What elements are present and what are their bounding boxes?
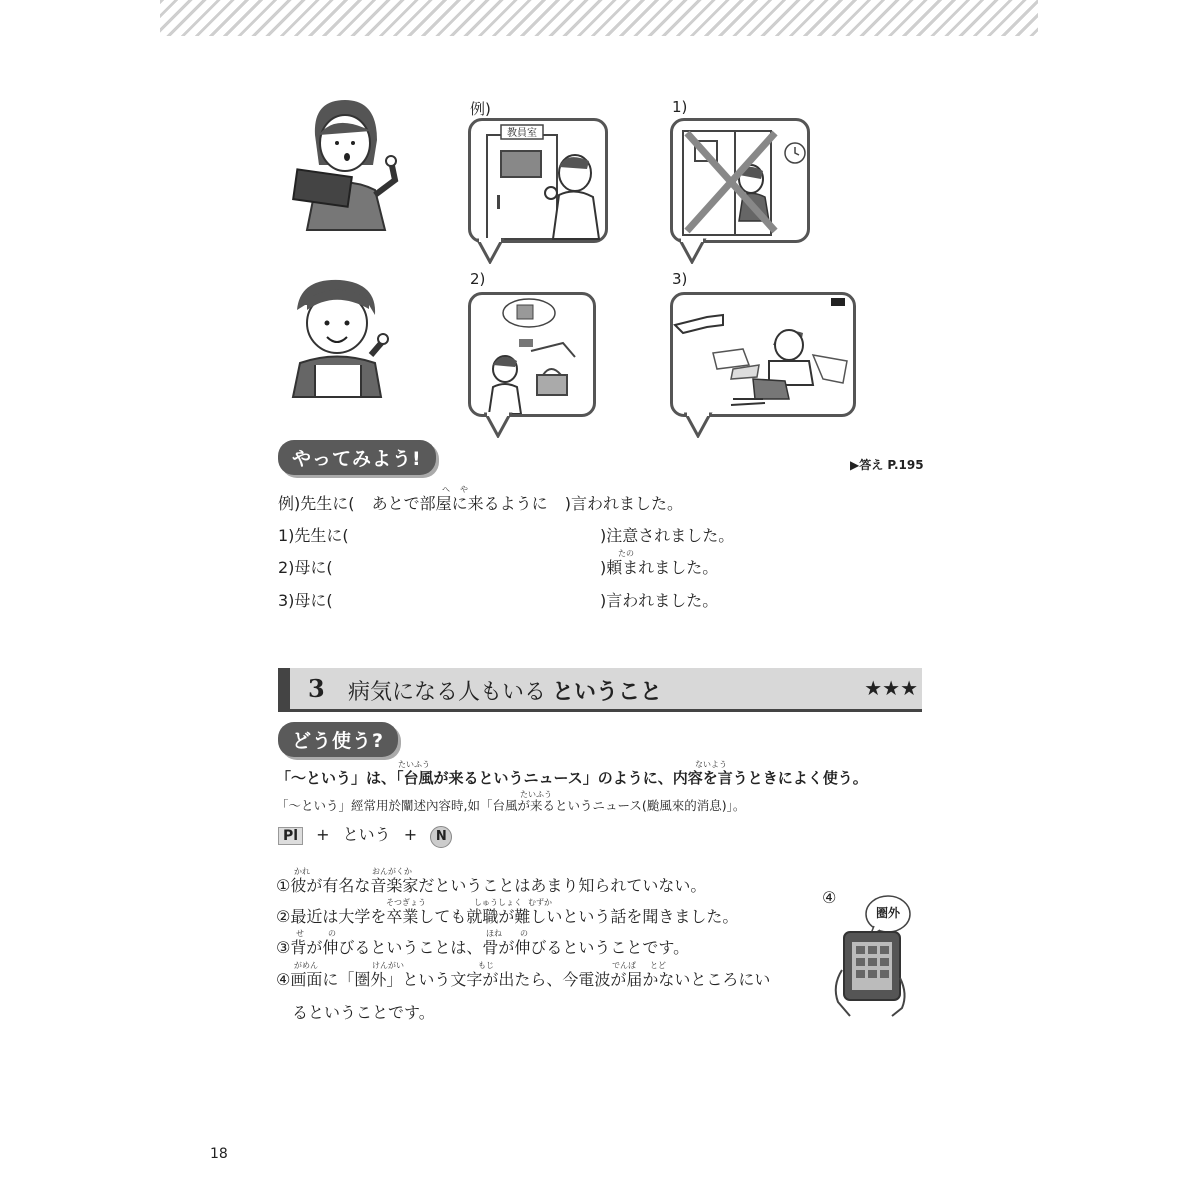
description-japanese: 「〜という」は、「台風が来るというニュース」のように、内容を言うときによく使う。 [276,769,868,787]
furigana-no: の [328,929,336,938]
example-line [278,491,683,514]
shopping-errand-illustration [471,295,593,414]
furigana-ongakuka: おんがくか [372,867,412,876]
furigana-muzuka: むずか [528,898,552,907]
out-of-range-text: 圏外 [876,906,901,920]
furigana-ya: や [460,485,468,494]
bubble-tail-2 [484,412,514,438]
furigana-kare: かれ [294,867,310,876]
header-hatch-band [160,0,1038,36]
bubble-tail-1 [678,238,708,264]
furigana-gamen: がめん [294,961,318,970]
grammar-formula [278,822,452,848]
practice-item-1-prefix: 1)先生に( [278,526,349,545]
plus-sign: + [316,825,330,844]
example-suffix: )言われました。 [564,494,683,513]
plus-sign: + [403,825,418,844]
example-sentence-4-continued: るということです。 [292,1003,435,1022]
example-sentence-2: ②最近は大学を卒業しても就職が難しいという話を聞きました。 [276,907,739,926]
noun-tag: N [430,826,452,848]
practice-item-3-prefix: 3)母に( [278,591,333,610]
furigana-moji: もじ [478,961,494,970]
furigana-tano: たの [618,549,634,558]
phone-out-of-range-illustration [820,890,920,1020]
label-3: 3) [672,270,688,288]
furigana-denpa: でんぱ [612,961,636,970]
page-number: 18 [210,1146,228,1162]
furigana-no: の [520,929,528,938]
plain-form-tag: Pl [278,827,303,845]
furigana-he: へ [442,485,450,494]
furigana-se: せ [296,929,304,938]
usage-heading: どう使う? [278,722,398,757]
teacher-woman-illustration [285,95,415,235]
example-sentence-1: ①彼が有名な音楽家だということはあまり知られていない。 [276,876,707,895]
answer-reference: ▶答え P.195 [850,458,924,472]
label-4: ④ [822,888,837,907]
description-chinese: 「〜という」經常用於闡述內容時,如「台風が来るというニュース(颱風來的消息)」。 [276,798,746,813]
speech-bubble-2 [468,292,596,417]
speech-bubble-1 [670,118,810,243]
furigana-shuushoku: しゅうしょく [474,898,522,907]
label-example: 例) [470,100,491,118]
late-student-illustration [673,121,807,240]
furigana-taifuu: たいふう [398,760,430,769]
example-answer: あとで部屋に来るように [371,494,548,513]
practice-heading: やってみよう! [278,440,436,475]
example-prefix: 例)先生に( [278,494,355,513]
bubble-tail-3 [684,412,714,438]
staffroom-sign-text: 教員室 [507,128,537,139]
furigana-hone: ほね [486,929,502,938]
label-2: 2) [470,270,486,288]
section-number: 3 [308,674,325,703]
furigana-taifuu-zh: たいふう [520,790,552,799]
label-1: 1) [672,98,688,116]
furigana-naiyou: ないよう [695,760,727,769]
practice-item-3-suffix: )言われました。 [600,591,719,610]
formula-middle: という [342,825,391,844]
furigana-todo: とど [650,961,666,970]
section-title-bold: ということ [552,680,663,705]
messy-room-illustration [673,295,853,414]
speech-bubble-example [468,118,608,243]
practice-item-1-suffix: )注意されました。 [600,526,735,545]
boy-apron-illustration [285,275,400,400]
speech-bubble-3 [670,292,856,417]
practice-item-2-prefix: 2)母に( [278,558,333,577]
section-heading-bar [278,668,922,712]
practice-item-2-suffix: )頼まれました。 [600,558,719,577]
example-sentence-3: ③背が伸びるということは、骨が伸びるということです。 [276,938,690,957]
furigana-sotsugyou: そつぎょう [386,898,426,907]
example-sentence-4: ④画面に「圏外」という文字が出たら、今電波が届かないところにい [276,970,771,989]
bubble-tail-example [476,238,506,264]
section-title-plain: 病気になる人もいる [348,680,547,705]
difficulty-stars: ★★★ [864,676,918,700]
furigana-kengai: けんがい [372,961,404,970]
